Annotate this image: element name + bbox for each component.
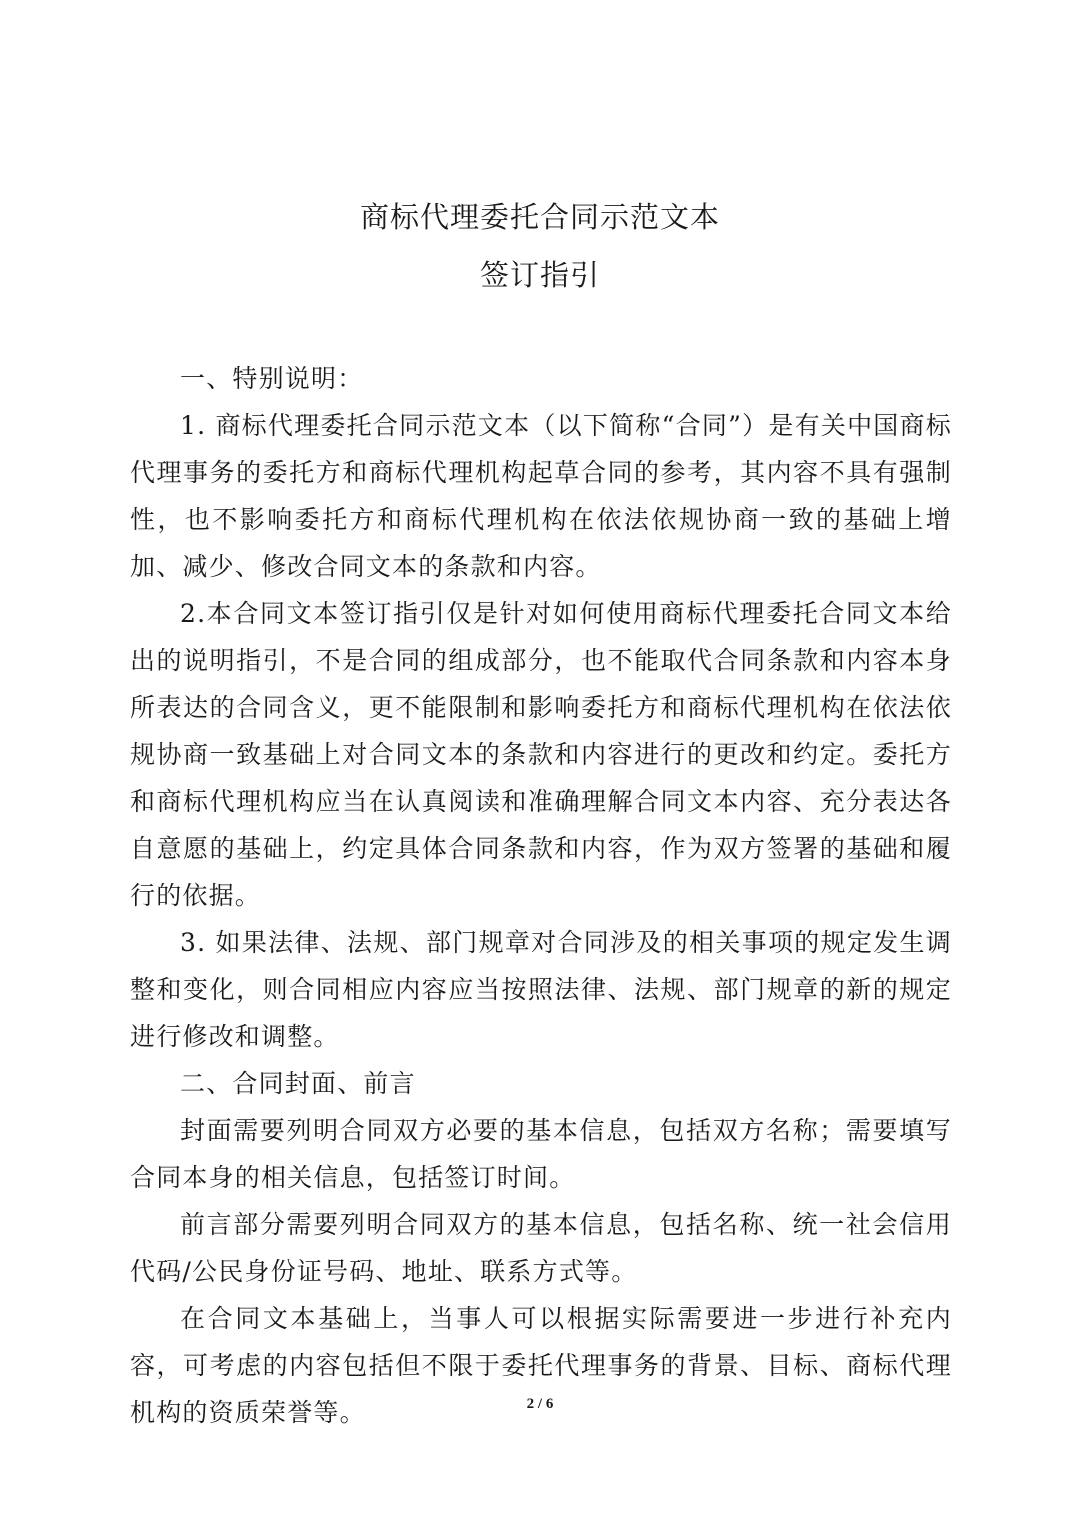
paragraph-cover: 封面需要列明合同双方必要的基本信息，包括双方名称；需要填写合同本身的相关信息，包括签订时间。 [130, 1116, 952, 1192]
paragraph-note-1: 1. 商标代理委托合同示范文本（以下简称“合同”）是有关中国商标代理事务的委托方和商标代理机构起草合同的参考，其内容不具有强制性，也不影响委托方和商标代理机构在依法依规协商一致的基础上增加、减少、修改合同文本的条款和内容。 [130, 411, 952, 581]
paragraph-preface: 前言部分需要列明合同双方的基本信息，包括名称、统一社会信用代码/公民身份证号码、地址、联系方式等。 [130, 1210, 952, 1286]
section-heading-special-notes: 一、特别说明： [180, 364, 364, 393]
paragraph-note-2: 2.本合同文本签订指引仅是针对如何使用商标代理委托合同文本给出的说明指引，不是合同的组成部分，也不能取代合同条款和内容本身所表达的合同含义，更不能限制和影响委托方和商标代理机构在依法依规协商一致基础上对合同文本的条款和内容进行的更改和约定。委托方和商标代理机构应当在认真阅读和准确理解合同文本内容、充分表达各自意愿的基础上，约定具体合同条款和内容，作为双方签署的基础和履行的依据。 [130, 599, 952, 910]
document-subtitle: 签订指引 [479, 258, 600, 292]
document-title: 商标代理委托合同示范文本 [359, 200, 720, 234]
page-number: 2 / 6 [526, 1396, 554, 1412]
section-heading-cover-preface: 二、合同封面、前言 [180, 1069, 416, 1098]
paragraph-note-3: 3. 如果法律、法规、部门规章对合同涉及的相关事项的规定发生调整和变化，则合同相应内容应当按照法律、法规、部门规章的新的规定进行修改和调整。 [130, 928, 952, 1051]
paragraph-supplement: 在合同文本基础上，当事人可以根据实际需要进一步进行补充内容，可考虑的内容包括但不限于委托代理事务的背景、目标、商标代理机构的资质荣誉等。 [130, 1304, 952, 1427]
document-body [130, 355, 952, 1436]
